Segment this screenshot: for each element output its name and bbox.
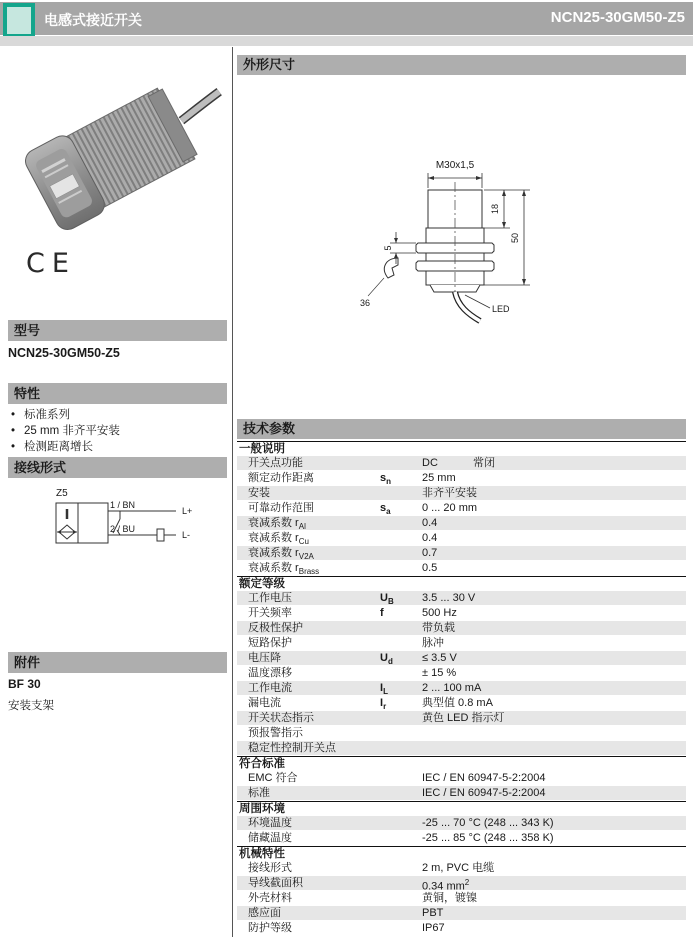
svg-text:L-: L- <box>182 530 191 540</box>
tech-row-value: 带负载 <box>422 622 455 634</box>
tech-row-label: EMC 符合 <box>248 772 298 784</box>
tech-row-value: 500 Hz <box>422 607 457 619</box>
svg-text:5: 5 <box>383 245 393 251</box>
svg-text:36: 36 <box>360 298 371 308</box>
tech-row <box>237 891 686 906</box>
tech-row-value: 0.4 <box>422 517 438 529</box>
column-divider <box>232 47 233 937</box>
tech-row-label: 反极性保护 <box>248 622 303 634</box>
tech-group-header: 符合标准 <box>237 756 686 771</box>
tech-row <box>237 621 686 636</box>
tech-row <box>237 711 686 726</box>
svg-text:M30x1,5: M30x1,5 <box>435 160 475 171</box>
feature-item: • 检测距离增长 <box>8 439 227 455</box>
svg-text:1 / BN: 1 / BN <box>110 500 136 510</box>
tech-row-value: 3.5 ... 30 V <box>422 592 476 604</box>
tech-row-label: 开关频率 <box>248 607 292 619</box>
tech-row-label: 漏电流 <box>248 697 281 709</box>
tech-row-symbol: $s_a$ <box>380 502 391 517</box>
tech-row-label: 标准 <box>248 787 270 799</box>
tech-group-header: 机械特性 <box>237 846 686 861</box>
tech-row <box>237 861 686 876</box>
tech-row <box>237 831 686 846</box>
tech-row-value: 2 m, PVC 电缆 <box>422 862 495 874</box>
tech-row-symbol: $I_r$ <box>380 697 387 712</box>
tech-row-value: 非齐平安装 <box>422 487 477 499</box>
tech-row <box>237 546 686 561</box>
tech-row-label: 电压降 <box>248 652 281 664</box>
tech-row <box>237 591 686 606</box>
tech-row-label: 衰减系数 $r_{Al}$ <box>248 517 306 532</box>
tech-row-label: 导线截面积 <box>248 877 303 889</box>
tech-row-label: 感应面 <box>248 907 281 919</box>
tech-row-value-2: 常闭 <box>473 457 495 469</box>
tech-row-label: 工作电压 <box>248 592 292 604</box>
part-number: NCN25-30GM50-Z5 <box>550 9 685 26</box>
tech-row-value: 25 mm <box>422 472 456 484</box>
tech-row-label: 温度漂移 <box>248 667 292 679</box>
tech-data-table <box>237 441 686 936</box>
tech-row-value: 2 ... 100 mA <box>422 682 482 694</box>
section-header-model: 型号 <box>8 320 227 341</box>
svg-text:2 / BU: 2 / BU <box>110 524 136 534</box>
tech-row <box>237 606 686 621</box>
ce-mark: CE <box>26 248 76 279</box>
accessory-description: 安装支架 <box>8 700 54 712</box>
tech-row-label: 防护等级 <box>248 922 292 934</box>
tech-row-label: 衰减系数 $r_{V2A}$ <box>248 547 314 562</box>
tech-row <box>237 471 686 486</box>
tech-row <box>237 726 686 741</box>
tech-row-label: 外壳材料 <box>248 892 292 904</box>
wiring-diagram <box>8 480 227 595</box>
tech-row-label: 衰减系数 $r_{Brass}$ <box>248 562 320 577</box>
tech-row-label: 开关状态指示 <box>248 712 314 724</box>
tech-row-label: 储藏温度 <box>248 832 292 844</box>
svg-text:L+: L+ <box>182 506 193 516</box>
tech-row-value: 0.5 <box>422 562 438 574</box>
tech-row <box>237 456 686 471</box>
tech-row-label: 短路保护 <box>248 637 292 649</box>
tech-row <box>237 771 686 786</box>
tech-row <box>237 921 686 936</box>
tech-row-value: 脉冲 <box>422 637 444 649</box>
section-header-accessories: 附件 <box>8 652 227 673</box>
tech-row-value: -25 ... 70 °C (248 ... 343 K) <box>422 817 554 829</box>
tech-row-label: 接线形式 <box>248 862 292 874</box>
tech-row <box>237 531 686 546</box>
svg-text:50: 50 <box>510 232 520 244</box>
tech-row-value: IP67 <box>422 922 445 934</box>
tech-row-value: IEC / EN 60947-5-2:2004 <box>422 772 546 784</box>
tech-row-symbol: $U_d$ <box>380 652 393 667</box>
tech-row-value: PBT <box>422 907 444 919</box>
tech-row <box>237 906 686 921</box>
tech-row-value: 0 ... 20 mm <box>422 502 478 514</box>
feature-list <box>8 407 227 455</box>
model-number: NCN25-30GM50-Z5 <box>8 346 120 360</box>
tech-row-value: 黄色 LED 指示灯 <box>422 712 505 724</box>
tech-row-symbol: $s_n$ <box>380 472 392 487</box>
svg-text:LED: LED <box>492 304 510 314</box>
tech-row <box>237 501 686 516</box>
tech-row <box>237 636 686 651</box>
tech-row <box>237 561 686 576</box>
tech-row <box>237 681 686 696</box>
tech-row-value: 0.34 $mm^2$ <box>422 878 470 893</box>
page-title: 电感式接近开关 <box>44 12 142 28</box>
tech-row-label: 工作电流 <box>248 682 292 694</box>
tech-row-value: 0.4 <box>422 532 438 544</box>
tech-row <box>237 486 686 501</box>
tech-row <box>237 516 686 531</box>
section-header-dimensions: 外形尺寸 <box>237 55 686 75</box>
tech-row-label: 开关点功能 <box>248 457 303 469</box>
tech-row-symbol: f <box>380 607 384 619</box>
tech-row-value: IEC / EN 60947-5-2:2004 <box>422 787 546 799</box>
header-substrip <box>0 36 693 46</box>
feature-item: • 25 mm 非齐平安装 <box>8 423 227 439</box>
tech-group-header: 额定等级 <box>237 576 686 591</box>
top-header-bar <box>0 2 693 35</box>
tech-row-value: ≤ 3.5 V <box>422 652 457 664</box>
tech-row-label: 预报警指示 <box>248 727 303 739</box>
brand-logo-icon <box>3 3 35 38</box>
tech-row <box>237 786 686 801</box>
tech-row-label: 安装 <box>248 487 270 499</box>
section-header-tech: 技术参数 <box>237 419 686 439</box>
dimension-drawing <box>330 148 600 328</box>
accessory-model: BF 30 <box>8 677 41 691</box>
tech-group-header: 一般说明 <box>237 441 686 456</box>
tech-row <box>237 816 686 831</box>
tech-row <box>237 651 686 666</box>
feature-item: • 标准系列 <box>8 407 227 423</box>
tech-group-header: 周围环境 <box>237 801 686 816</box>
tech-row-value: 0.7 <box>422 547 438 559</box>
tech-row-value: DC <box>422 457 438 469</box>
product-photo <box>12 55 222 255</box>
load-symbol-icon <box>157 529 164 541</box>
tech-row-value: 典型值 0.8 mA <box>422 697 493 709</box>
tech-row-value: ± 15 % <box>422 667 457 679</box>
tech-row-label: 可靠动作范围 <box>248 502 314 514</box>
tech-row <box>237 696 686 711</box>
section-header-features: 特性 <box>8 383 227 404</box>
tech-row-label: 稳定性控制开关点 <box>248 742 336 754</box>
tech-row-value: -25 ... 85 °C (248 ... 358 K) <box>422 832 554 844</box>
svg-text:Z5: Z5 <box>56 488 68 499</box>
tech-row-value: 黄铜，镀镍 <box>422 892 477 904</box>
tech-row-label: 环境温度 <box>248 817 292 829</box>
svg-text:18: 18 <box>490 203 500 215</box>
tech-row-symbol: $I_L$ <box>380 682 388 697</box>
tech-row-label: 额定动作距离 <box>248 472 314 484</box>
tech-row <box>237 741 686 756</box>
tech-row <box>237 666 686 681</box>
tech-row <box>237 876 686 891</box>
tech-row-label: 衰减系数 $r_{Cu}$ <box>248 532 309 547</box>
tech-row-symbol: $U_B$ <box>380 592 394 607</box>
section-header-connection: 接线形式 <box>8 457 227 478</box>
